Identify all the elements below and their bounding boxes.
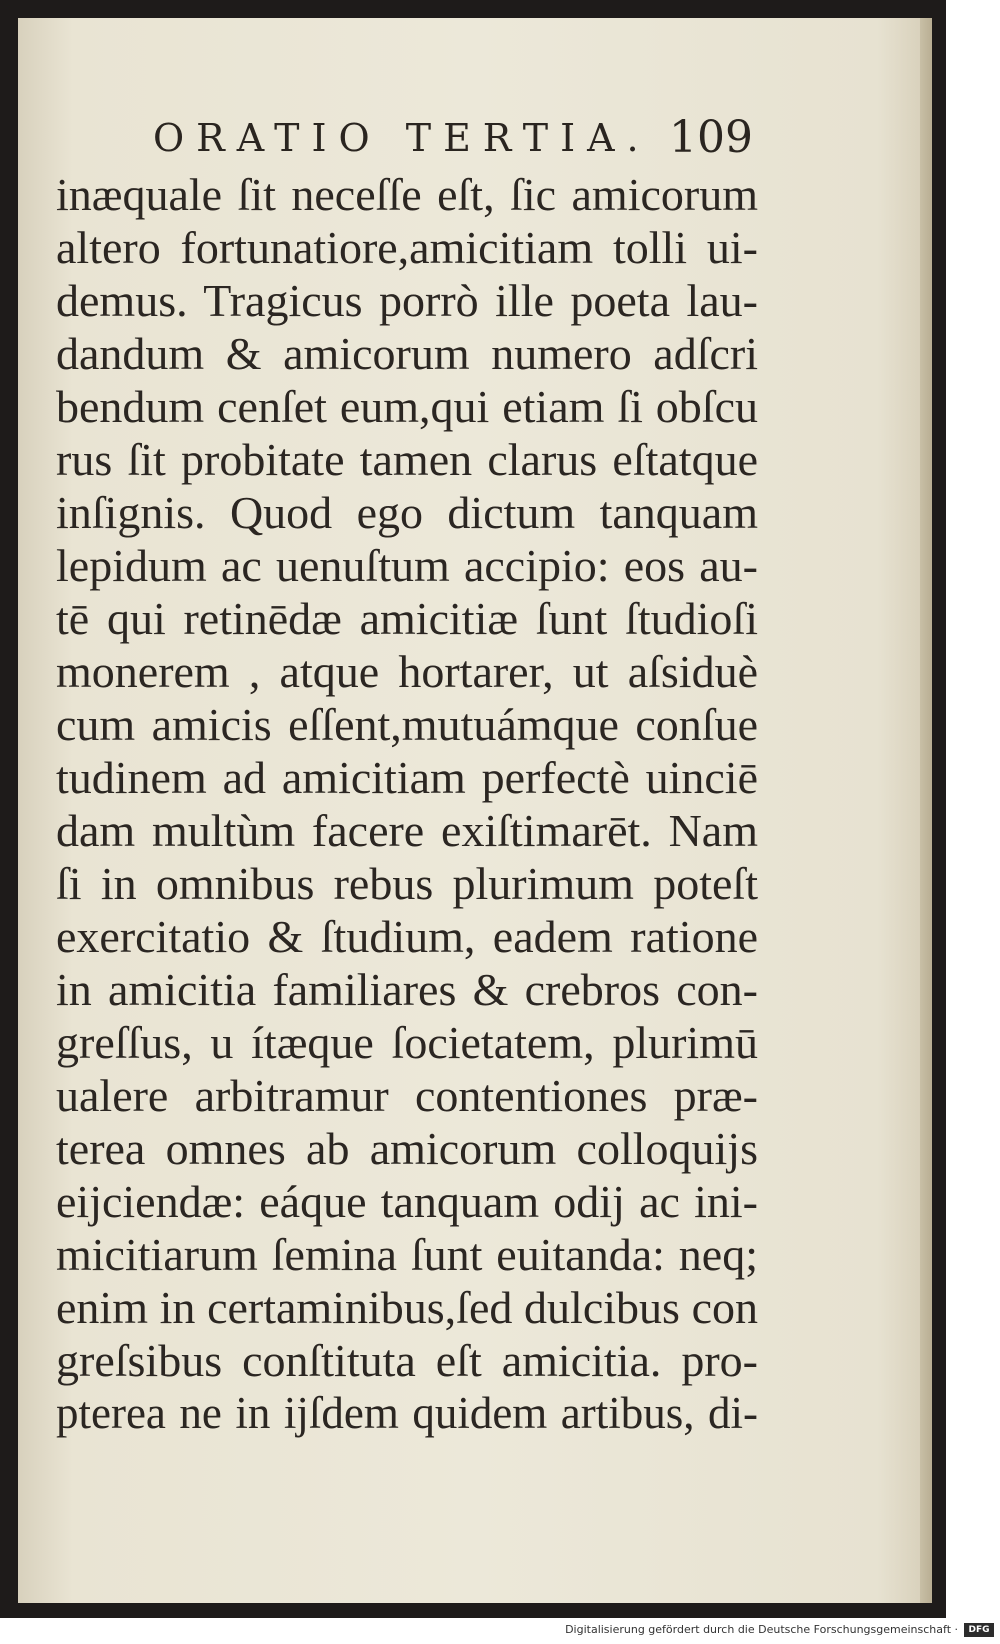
page-edge xyxy=(920,18,932,1603)
text-line: rus ſit probitate tamen clarus eſtatque xyxy=(56,434,758,485)
text-line: in amicitia familiares & crebros con- xyxy=(56,964,758,1015)
dfg-logo: DFG xyxy=(964,1623,994,1637)
text-line: ualere arbitramur contentiones præ- xyxy=(56,1070,758,1121)
text-line: cum amicis eſſent,mutuámque conſue xyxy=(56,699,758,750)
text-line: bendum cenſet eum,qui etiam ſi obſcu xyxy=(56,381,758,432)
text-line: tudinem ad amicitiam perfectè uinciē xyxy=(56,752,758,803)
text-line: dandum & amicorum numero adſcri xyxy=(56,328,758,379)
book-page xyxy=(18,18,932,1603)
funding-banner-text: Digitalisierung gefördert durch die Deutsche Forschungsgemeinschaft · xyxy=(565,1623,958,1636)
page-number: 109 xyxy=(669,112,753,163)
text-line: enim in certaminibus,ſed dulcibus con xyxy=(56,1282,758,1333)
text-line: terea omnes ab amicorum colloquijs xyxy=(56,1123,758,1174)
text-line: inſignis. Quod ego dictum tanquam xyxy=(56,487,758,538)
text-line: ſi in omnibus rebus plurimum poteſt xyxy=(56,858,758,909)
text-line: inæquale ſit neceſſe eſt, ſic amicorum xyxy=(56,169,758,220)
text-line: demus. Tragicus porrò ille poeta lau- xyxy=(56,275,758,326)
text-line: micitiarum ſemina ſunt euitanda: neq; xyxy=(56,1229,758,1280)
running-head xyxy=(153,113,753,163)
text-line: greſsibus conſtituta eſt amicitia. pro- xyxy=(56,1335,758,1386)
running-title: ORATIO TERTIA. xyxy=(153,116,651,160)
text-line: lepidum ac uenuſtum accipio: eos au- xyxy=(56,540,758,591)
text-line: greſſus, u ítæque ſocietatem, plurimū xyxy=(56,1017,758,1068)
text-line: dam multùm facere exiſtimarēt. Nam xyxy=(56,805,758,856)
funding-banner xyxy=(0,1618,1000,1644)
text-block xyxy=(56,168,758,1440)
text-line: exercitatio & ſtudium, eadem ratione xyxy=(56,911,758,962)
text-line: pterea ne in ijſdem quidem artibus, di- xyxy=(56,1388,758,1438)
text-line: tē qui retinēdæ amicitiæ ſunt ſtudioſi xyxy=(56,593,758,644)
text-line: monerem , atque hortarer, ut aſsiduè xyxy=(56,646,758,697)
text-line: eijciendæ: eáque tanquam odij ac ini- xyxy=(56,1176,758,1227)
text-line: altero fortunatiore,amicitiam tolli ui- xyxy=(56,222,758,273)
